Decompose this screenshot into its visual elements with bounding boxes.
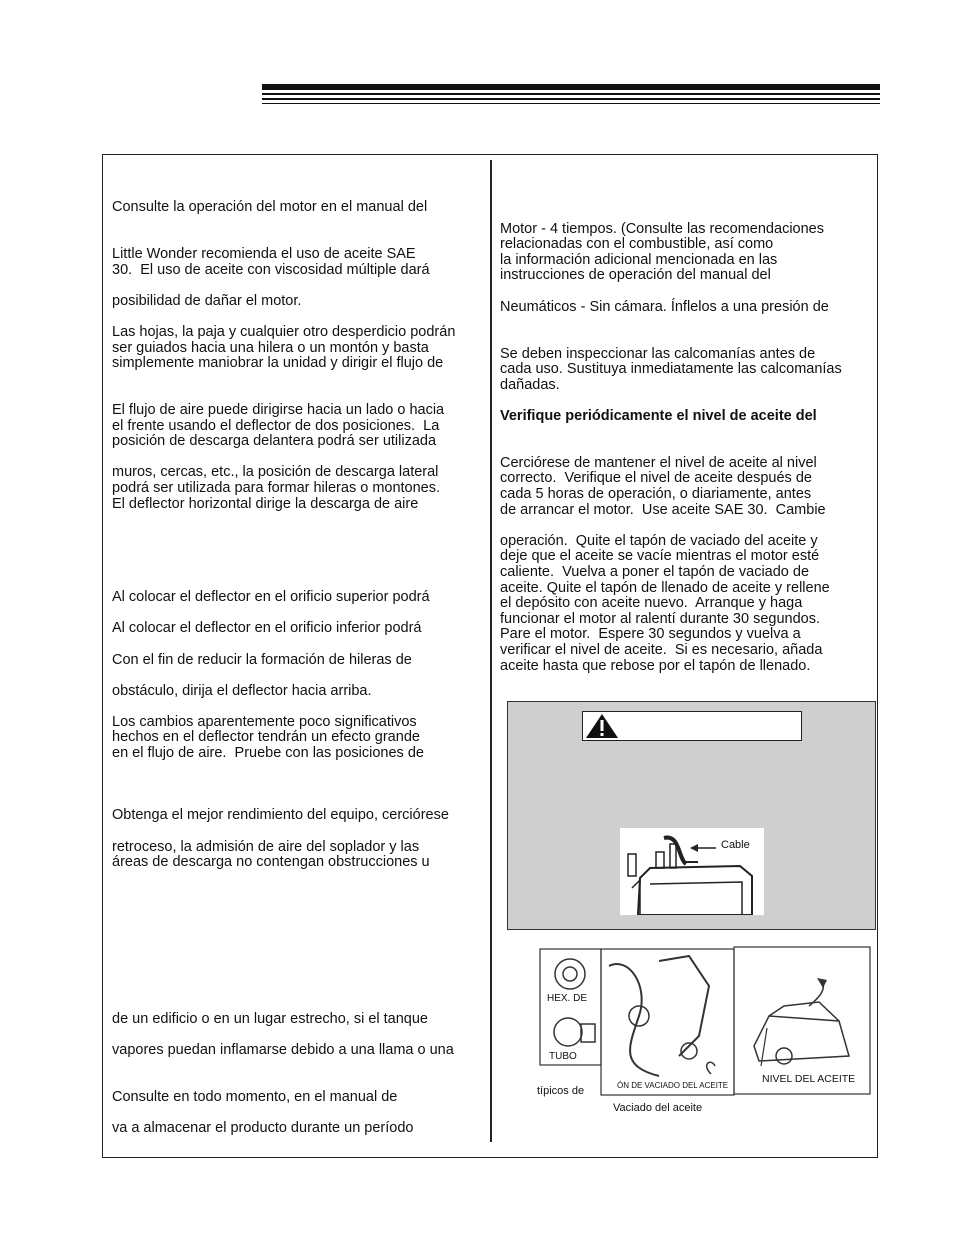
right-line: Cerciórese de mantener el nivel de aceite al nivel <box>500 455 817 471</box>
left-line: Consulte la operación del motor en el manual del <box>112 199 428 215</box>
right-line: caliente. Vuelva a poner el tapón de vaciado de <box>500 564 810 580</box>
oil-check-heading: Verifique periódicamente el nivel de aceite del <box>500 408 817 424</box>
tipicos-label: típicos de <box>537 1085 585 1097</box>
left-line: muros, cercas, etc., la posición de descarga lateral <box>112 464 439 480</box>
left-line: El deflector horizontal dirige la descarga de aire <box>112 496 419 512</box>
oil-drain-diagram <box>539 946 871 1100</box>
left-line: de un edificio o en un lugar estrecho, si el tanque <box>112 1011 428 1027</box>
left-line: simplemente maniobrar la unidad y dirigir el flujo de <box>112 355 444 371</box>
right-line: deje que el aceite se vacíe mientras el motor esté <box>500 548 820 564</box>
left-line: Las hojas, la paja y cualquier otro desperdicio podrán <box>112 324 456 340</box>
left-line: Al colocar el deflector en el orificio inferior podrá <box>112 620 422 636</box>
right-line: Se deben inspeccionar las calcomanías antes de <box>500 346 816 362</box>
left-line: Con el fin de reducir la formación de hileras de <box>112 652 412 668</box>
left-line: posición de descarga delantera podrá ser utilizada <box>112 433 437 449</box>
warning-triangle-icon <box>585 713 619 739</box>
left-line: posibilidad de dañar el motor. <box>112 293 302 309</box>
left-line: podrá ser utilizada para formar hileras o montones. <box>112 480 441 496</box>
right-line: cada uso. Sustituya inmediatamente las calcomanías <box>500 361 842 377</box>
left-line: Obtenga el mejor rendimiento del equipo, cerciórese <box>112 807 449 823</box>
left-line: El flujo de aire puede dirigirse hacia un lado o hacia <box>112 402 445 418</box>
right-line: relacionadas con el combustible, así como <box>500 236 774 252</box>
left-line: Los cambios aparentemente poco significativos <box>112 714 417 730</box>
right-line: Motor - 4 tiempos. (Consulte las recomendaciones <box>500 221 824 237</box>
diagram-caption: Vaciado del aceite <box>613 1102 703 1114</box>
oil-level-label: NIVEL DEL ACEITE <box>762 1073 856 1085</box>
right-line: correcto. Verifique el nivel de aceite después de <box>500 470 812 486</box>
left-line: 30. El uso de aceite con viscosidad múltiple dará <box>112 262 430 278</box>
right-line: cada 5 horas de operación, o diariamente, antes <box>500 486 812 502</box>
right-line: aceite hasta que rebose por el tapón de llenado. <box>500 658 811 674</box>
left-line: el frente usando el deflector de dos posiciones. La <box>112 418 440 434</box>
column-divider <box>490 160 492 1142</box>
left-line: vapores puedan inflamarse debido a una llama o una <box>112 1042 454 1058</box>
left-line: Little Wonder recomienda el uso de aceite SAE <box>112 246 416 262</box>
engine-illustration <box>620 828 764 915</box>
right-line: Pare el motor. Espere 30 segundos y vuelva a <box>500 626 801 642</box>
left-line: Al colocar el deflector en el orificio superior podrá <box>112 589 430 605</box>
right-line: la información adicional mencionada en las <box>500 252 778 268</box>
right-line: Neumáticos - Sin cámara. Ínflelos a una presión de <box>500 299 829 315</box>
right-line: operación. Quite el tapón de vaciado del aceite y <box>500 533 818 549</box>
left-line: Consulte en todo momento, en el manual de <box>112 1089 398 1105</box>
left-line: hechos en el deflector tendrán un efecto grande <box>112 729 420 745</box>
left-line: áreas de descarga no contengan obstrucciones u <box>112 854 430 870</box>
right-line: verificar el nivel de aceite. Si es necesario, añada <box>500 642 823 658</box>
right-line: dañadas. <box>500 377 560 393</box>
warning-label <box>582 711 802 741</box>
cable-label: Cable <box>721 839 750 851</box>
hex-label: HEX. DE <box>547 993 588 1004</box>
right-line: de arrancar el motor. Use aceite SAE 30. Cambie <box>500 502 826 518</box>
right-line: funcionar el motor al ralentí durante 30 segundos. <box>500 611 821 627</box>
drain-plug-label: ÓN DE VACIADO DEL ACEITE <box>617 1081 729 1090</box>
left-line: ser guiados hacia una hilera o un montón y basta <box>112 340 429 356</box>
header-rules <box>262 84 880 107</box>
right-line: instrucciones de operación del manual del <box>500 267 771 283</box>
left-line: en el flujo de aire. Pruebe con las posiciones de <box>112 745 424 761</box>
right-line: el depósito con aceite nuevo. Arranque y haga <box>500 595 803 611</box>
left-line: va a almacenar el producto durante un período <box>112 1120 414 1136</box>
right-line: aceite. Quite el tapón de llenado de aceite y rellene <box>500 580 830 596</box>
left-line: obstáculo, dirija el deflector hacia arriba. <box>112 683 372 699</box>
tubo-label: TUBO <box>549 1051 577 1062</box>
left-line: retroceso, la admisión de aire del soplador y las <box>112 839 420 855</box>
